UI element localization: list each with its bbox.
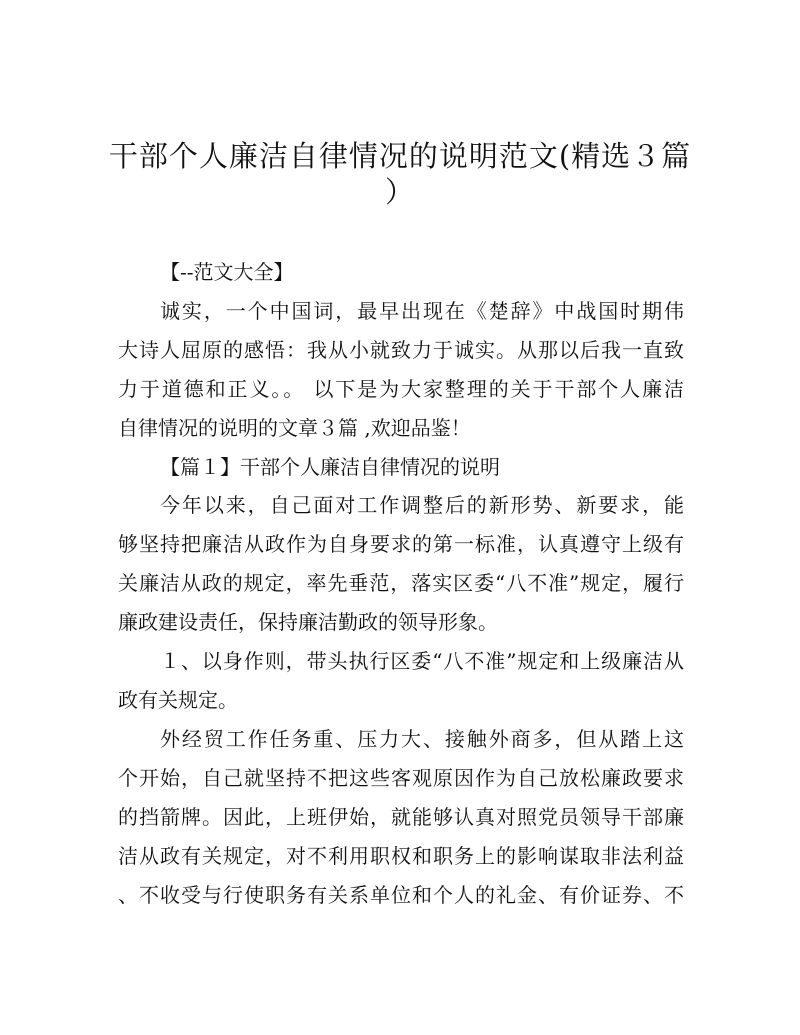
intro-line: 自律情况的说明的文章３篇 ,欢迎品鉴！: [118, 416, 471, 440]
paragraph-line: 个开始，自己就坚持不把这些客观原因作为自己放松廉政要求: [118, 766, 684, 790]
paragraph-line: 外经贸工作任务重、压力大、接触外商多，但从踏上这: [160, 727, 684, 751]
paragraph-line: 够坚持把廉洁从政作为自身要求的第一标准，认真遵守上级有: [118, 532, 684, 556]
numbered-point: １、以身作则，带头执行区委“八不准”规定和上级廉洁从: [160, 649, 684, 673]
paragraph-line: 关廉洁从政的规定，率先垂范，落实区委“八不准”规定，履行: [118, 571, 684, 595]
section-heading: 【篇１】干部个人廉洁自律情况的说明: [160, 455, 500, 479]
intro-line: 大诗人屈原的感悟：我从小就致力于诚实。从那以后我一直致: [118, 338, 684, 362]
source-tag: 【--范文大全】: [160, 260, 294, 284]
intro-line: 力于道德和正义。。 以下是为大家整理的关于干部个人廉洁: [118, 377, 684, 401]
paragraph-line: 洁从政有关规定，对不利用职权和职务上的影响谋取非法利益: [118, 844, 684, 868]
paragraph-line: 廉政建设责任，保持廉洁勤政的领导形象。: [118, 610, 498, 634]
intro-line: 诚实，一个中国词，最早出现在《楚辞》中战国时期伟: [160, 299, 684, 323]
numbered-point-line: 政有关规定。: [118, 688, 238, 712]
document-title: 干部个人廉洁自律情况的说明范文(精选３篇: [108, 139, 692, 173]
paragraph-line: 今年以来，自己面对工作调整后的新形势、新要求，能: [160, 493, 684, 517]
paragraph-line: 的挡箭牌。因此，上班伊始，就能够认真对照党员领导干部廉: [118, 805, 684, 829]
paragraph-line: 、不收受与行使职务有关系单位和个人的礼金、有价证券、不: [118, 883, 684, 907]
document-title-continuation: ）: [384, 175, 415, 209]
